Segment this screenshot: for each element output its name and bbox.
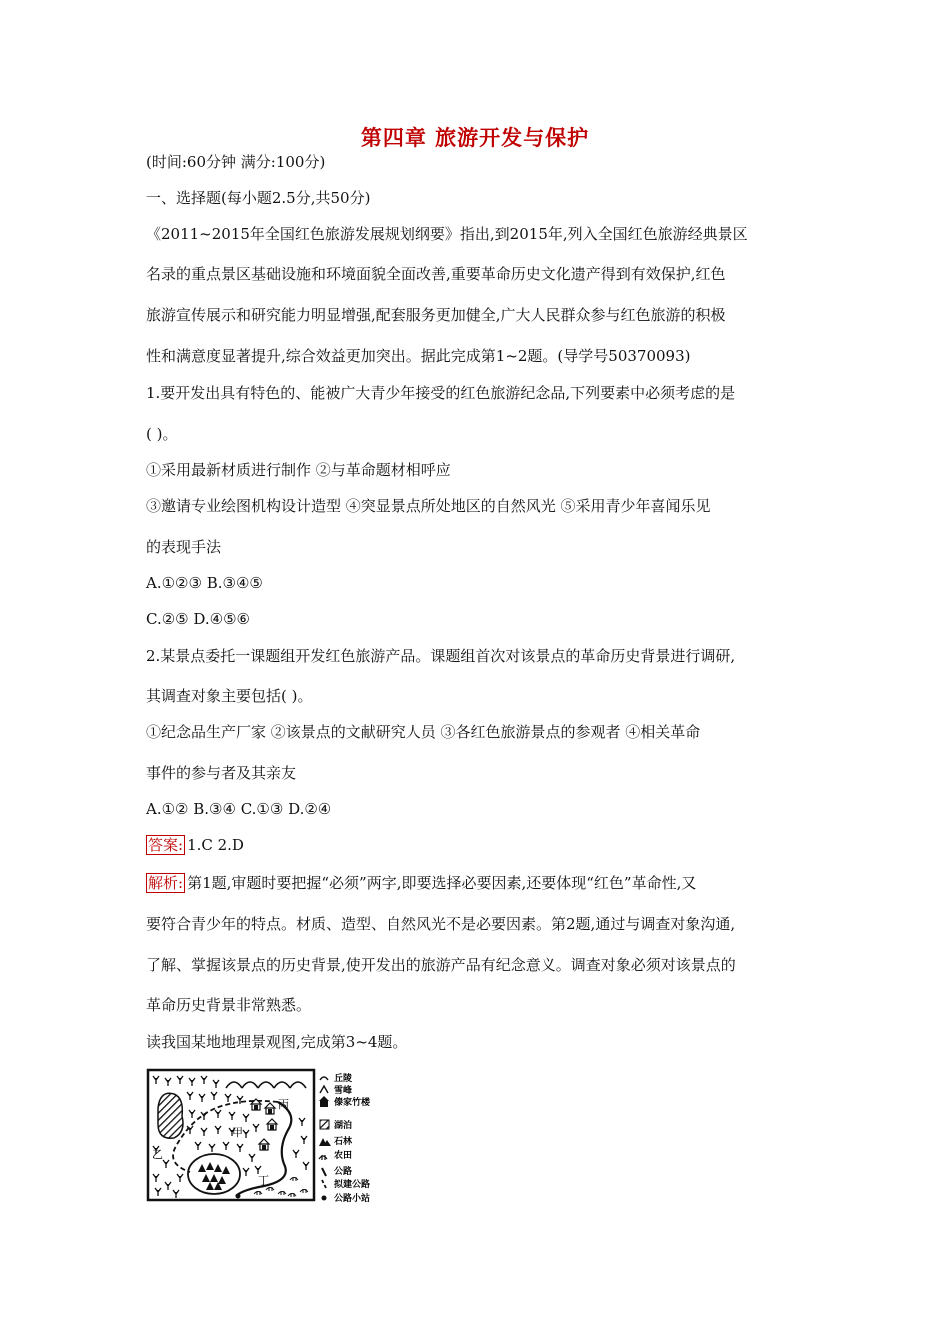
- station-icon: [322, 1196, 327, 1201]
- section-heading: 一、选择题(每小题2.5分,共50分): [146, 189, 371, 207]
- q2-stem: 其调查对象主要包括( )。: [146, 687, 313, 705]
- map-legend: [319, 1072, 371, 1204]
- legend-label: 雪峰: [334, 1086, 353, 1096]
- analysis-line: 了解、掌握该景点的历史背景,使开发出的旅游产品有纪念意义。调查对象必须对该景点的: [146, 956, 736, 974]
- place-label: 甲: [232, 1126, 243, 1139]
- answer-text: 1.C 2.D: [187, 836, 244, 854]
- q2-stem: 2.某景点委托一课题组开发红色旅游产品。课题组首次对该景点的革命历史背景进行调研,: [146, 647, 736, 665]
- legend-label: 石林: [334, 1137, 353, 1147]
- bamboo-house-icon: [319, 1096, 329, 1107]
- road-station: [236, 1194, 241, 1199]
- q2-option: ①纪念品生产厂家 ②该景点的文献研究人员 ③各红色旅游景点的参观者 ④相关革命: [146, 723, 701, 741]
- legend-label: 公路: [334, 1167, 353, 1177]
- legend-label: 农田: [334, 1151, 353, 1161]
- exam-meta: (时间:60分钟 满分:100分): [146, 153, 326, 171]
- q1-choice: C.②⑤ D.④⑤⑥: [146, 610, 250, 628]
- q1-option: 的表现手法: [146, 538, 222, 556]
- q1-stem: 1.要开发出具有特色的、能被广大青少年接受的红色旅游纪念品,下列要素中必须考虑的是: [146, 384, 736, 402]
- legend-label: 公路小站: [334, 1194, 371, 1204]
- place-label: 丙: [278, 1098, 289, 1111]
- q2-choice: A.①② B.③④ C.①③ D.②④: [146, 800, 332, 818]
- q1-choice: A.①②③ B.③④⑤: [146, 574, 263, 592]
- q1-option: ③邀请专业绘图机构设计造型 ④突显景点所处地区的自然风光 ⑤采用青少年喜闻乐见: [146, 497, 711, 515]
- answer-line: [146, 835, 244, 855]
- farmland-icon: [319, 1155, 327, 1160]
- passage-line: 《2011~2015年全国红色旅游发展规划纲要》指出,到2015年,列入全国红色旅游经典景区: [146, 225, 748, 243]
- analysis-text: 第1题,审题时要把握“必须”两字,即要选择必要因素,还要体现“红色”革命性,又: [187, 874, 697, 892]
- legend-label: 丘陵: [334, 1074, 353, 1084]
- passage-line: 名录的重点景区基础设施和环境面貌全面改善,重要革命历史文化遗产得到有效保护,红色: [146, 265, 726, 283]
- q1-stem: ( )。: [146, 425, 178, 443]
- passage-line: 性和满意度显著提升,综合效益更加突出。据此完成第1~2题。(导学号50370093): [146, 347, 691, 365]
- q1-option: ①采用最新材质进行制作 ②与革命题材相呼应: [146, 461, 451, 479]
- lake: [158, 1093, 183, 1138]
- analysis-line: [146, 873, 696, 893]
- landscape-map: [146, 1068, 386, 1208]
- legend-label: 湖泊: [334, 1121, 353, 1131]
- q2-option: 事件的参与者及其亲友: [146, 764, 297, 782]
- place-label: 丁: [258, 1174, 269, 1187]
- road-icon: [322, 1168, 326, 1176]
- legend-label: 傣家竹楼: [334, 1098, 371, 1108]
- answer-tag: 答案:: [148, 836, 184, 854]
- planned-road-icon: [322, 1180, 326, 1188]
- snow-peak-icon: [320, 1086, 328, 1093]
- legend-label: 拟建公路: [334, 1180, 371, 1190]
- analysis-line: 革命历史背景非常熟悉。: [146, 996, 312, 1014]
- map-intro: 读我国某地地理景观图,完成第3~4题。: [146, 1033, 408, 1051]
- place-label: 乙: [152, 1148, 163, 1161]
- analysis-line: 要符合青少年的特点。材质、造型、自然风光不是必要因素。第2题,通过与调查对象沟通,: [146, 915, 736, 933]
- page-title: 第四章 旅游开发与保护: [360, 126, 590, 150]
- hill-icon: [320, 1077, 328, 1080]
- stone-forest-icon: [319, 1138, 331, 1146]
- passage-line: 旅游宣传展示和研究能力明显增强,配套服务更加健全,广大人民群众参与红色旅游的积极: [146, 306, 726, 324]
- lake-icon: [320, 1120, 329, 1129]
- analysis-tag: 解析:: [148, 874, 184, 892]
